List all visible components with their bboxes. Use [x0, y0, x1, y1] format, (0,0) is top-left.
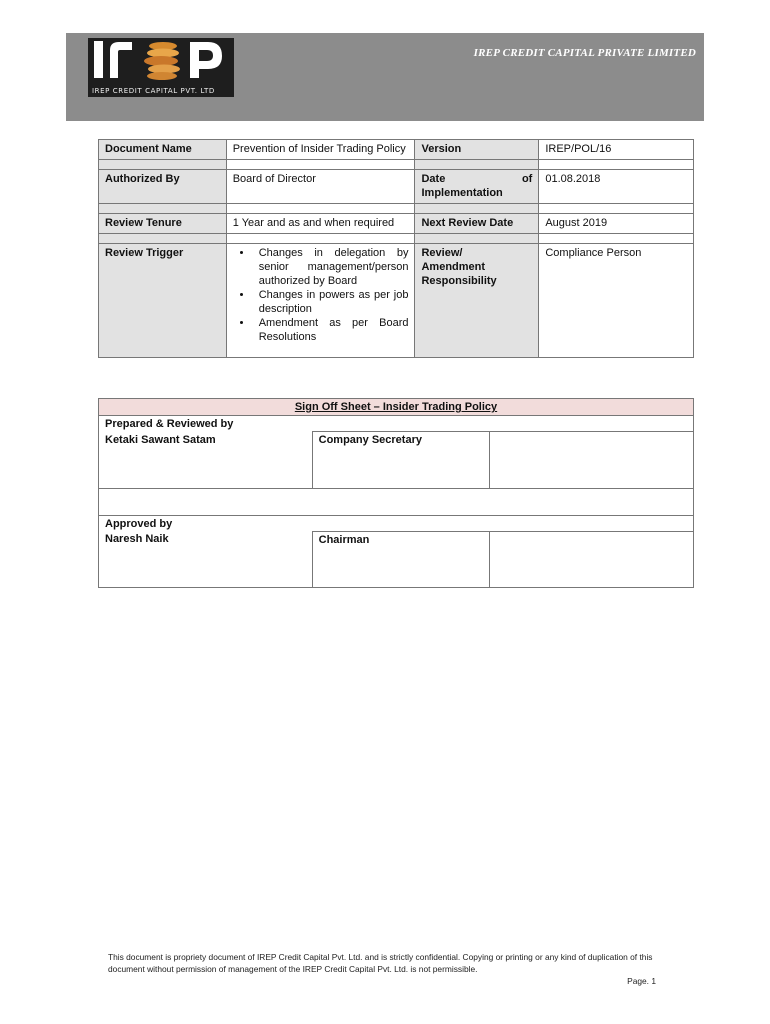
page-number: Page. 1 [627, 976, 656, 986]
review-trigger-label: Review Trigger [99, 244, 227, 358]
responsibility-label [415, 244, 539, 358]
sign-off-title: Sign Off Sheet – Insider Trading Policy [99, 399, 694, 416]
version-value: IREP/POL/16 [539, 140, 694, 160]
next-review-date-label: Next Review Date [415, 214, 539, 234]
review-trigger-item: • Changes in powers as per job description [253, 288, 409, 316]
authorized-by-value: Board of Director [226, 170, 415, 204]
prepared-by-name: Ketaki Sawant Satam [99, 432, 313, 489]
date-label-a: Date [421, 173, 446, 185]
date-of-implementation-value: 01.08.2018 [539, 170, 694, 204]
approved-by-role: Chairman [312, 531, 490, 588]
info-row-review-tenure [99, 214, 694, 234]
spacer-row [99, 160, 694, 170]
logo-subtext: IREP CREDIT CAPITAL PVT. LTD [92, 87, 215, 95]
approved-by-signature [490, 531, 694, 588]
document-name-value: Prevention of Insider Trading Policy [226, 140, 415, 160]
prepared-by-label: Prepared & Reviewed by [99, 416, 694, 432]
authorized-by-label: Authorized By [99, 170, 227, 204]
prepared-by-signature [490, 432, 694, 489]
next-review-date-value: August 2019 [539, 214, 694, 234]
review-tenure-value: 1 Year and as and when required [226, 214, 415, 234]
responsibility-label-text: Review/ Amendment Responsibility [421, 247, 497, 287]
responsibility-value: Compliance Person [539, 244, 694, 358]
company-logo [88, 38, 234, 97]
review-trigger-list [233, 246, 409, 344]
sign-off-table [98, 398, 694, 588]
info-row-document [99, 140, 694, 160]
document-name-label: Document Name [99, 140, 227, 160]
review-tenure-label: Review Tenure [99, 214, 227, 234]
company-name: IREP CREDIT CAPITAL PRIVATE LIMITED [473, 47, 696, 59]
spacer-row [99, 204, 694, 214]
date-of-implementation-label [415, 170, 539, 204]
review-trigger-item: • Changes in delegation by senior management/person authorized by Board [253, 246, 409, 288]
document-info-table [98, 139, 694, 358]
prepared-by-role: Company Secretary [312, 432, 490, 489]
date-label-b: of [521, 173, 533, 185]
review-trigger-item: • Amendment as per Board Resolutions [253, 316, 409, 344]
info-row-review-trigger [99, 244, 694, 358]
spacer-row [99, 234, 694, 244]
date-label-c: Implementation [421, 187, 503, 199]
footer [108, 951, 656, 987]
review-trigger-list-cell [226, 244, 415, 358]
blank-separator-row [99, 488, 694, 515]
approved-by-label: Approved by [99, 515, 694, 531]
approved-by-name: Naresh Naik [99, 531, 313, 588]
confidentiality-notice: This document is propriety document of IREP Credit Capital Pvt. Ltd. and is strictly confidential. Copying or printing or any kind of duplication of this document without permission of management of the IREP Credit Capital Pvt. Ltd. is not permissible. [108, 952, 653, 974]
version-label: Version [415, 140, 539, 160]
info-row-authorized [99, 170, 694, 204]
